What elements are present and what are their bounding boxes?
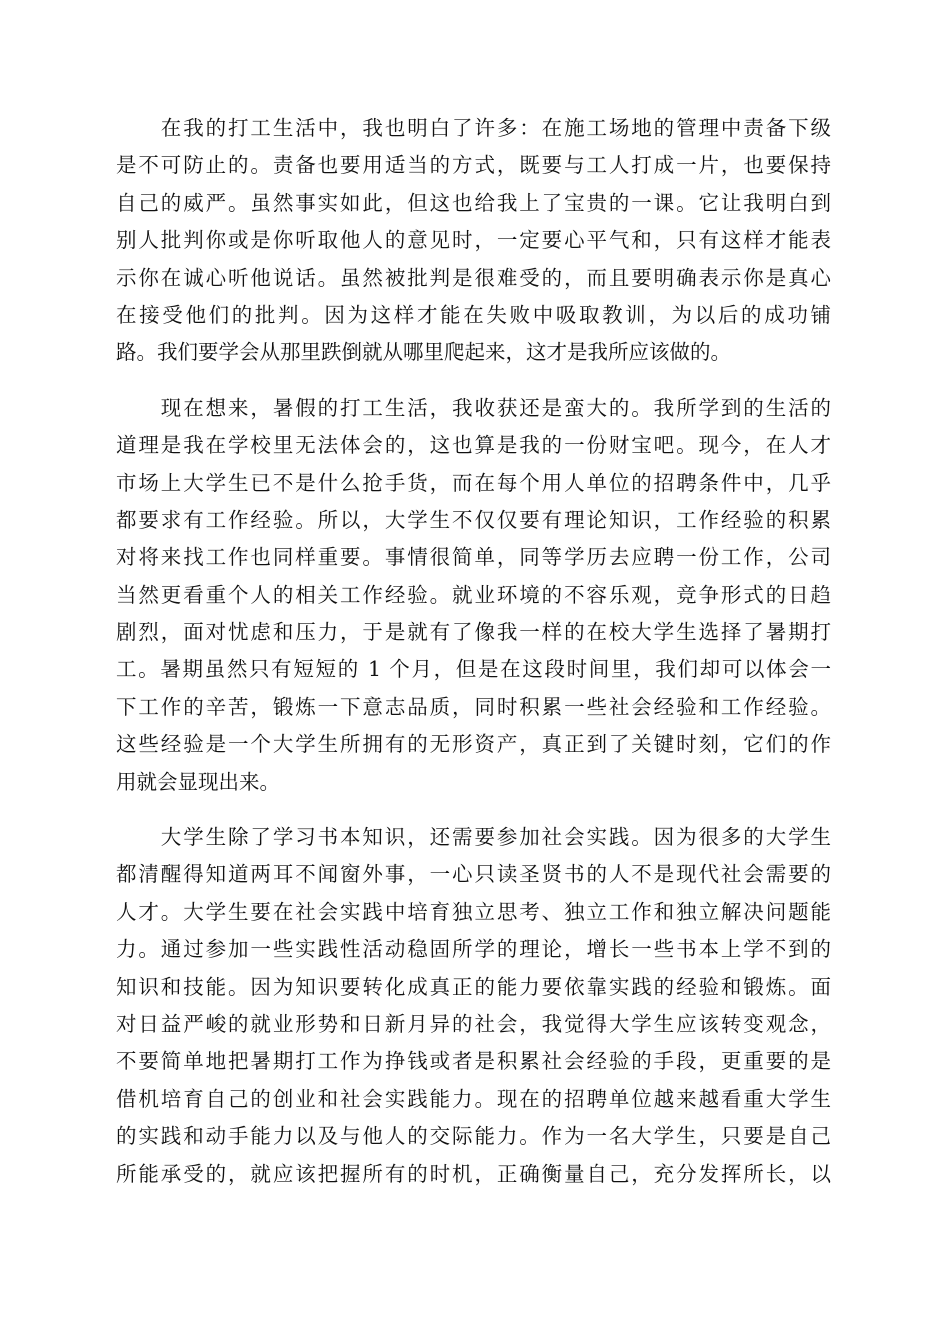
text-line: 大学生除了学习书本知识，还需要参加社会实践。因为很多的大学生 [116,825,831,850]
text-line: 不要简单地把暑期打工作为挣钱或者是积累社会经验的手段，更重要的是 [116,1049,831,1074]
text-line: 当然更看重个人的相关工作经验。就业环境的不容乐观，竞争形式的日趋 [116,582,831,607]
text-line: 的实践和动手能力以及与他人的交际能力。作为一名大学生，只要是自己 [116,1124,831,1149]
paragraph-2 [116,390,831,801]
text-line: 这些经验是一个大学生所拥有的无形资产，真正到了关键时刻，它们的作 [116,732,831,757]
paragraph-3 [116,819,831,1193]
text-line: 道理是我在学校里无法体会的，这也算是我的一份财宝吧。现今，在人才 [116,433,831,458]
document-body [116,110,831,1193]
text-line: 所能承受的，就应该把握所有的时机，正确衡量自己，充分发挥所长，以 [116,1161,831,1186]
text-line: 借机培育自己的创业和社会实践能力。现在的招聘单位越来越看重大学生 [116,1086,831,1111]
text-line: 别人批判你或是你听取他人的意见时，一定要心平气和，只有这样才能表 [116,228,831,253]
text-line: 在我的打工生活中，我也明白了许多：在施工场地的管理中责备下级 [116,116,831,140]
text-line: 路。我们要学会从那里跌倒就从哪里爬起来，这才是我所应该做的。 [116,340,731,365]
text-line: 人才。大学生要在社会实践中培育独立思考、独立工作和独立解决问题能 [116,899,831,924]
paragraph-1 [116,110,831,372]
text-line: 知识和技能。因为知识要转化成真正的能力要依靠实践的经验和锻炼。面 [116,974,831,999]
text-line: 对将来找工作也同样重要。事情很简单，同等学历去应聘一份工作，公司 [116,545,831,570]
text-line: 用就会显现出来。 [116,769,280,794]
text-line: 示你在诚心听他说话。虽然被批判是很难受的，而且要明确表示你是真心 [116,265,831,290]
text-line: 工。暑期虽然只有短短的 1 个月，但是在这段时间里，我们却可以体会一 [116,657,831,682]
text-line: 剧烈，面对忧虑和压力，于是就有了像我一样的在校大学生选择了暑期打 [116,620,831,645]
paragraph-gap [116,801,831,819]
text-line: 对日益严峻的就业形势和日新月异的社会，我觉得大学生应该转变观念， [116,1011,831,1036]
text-line: 自己的威严。虽然事实如此，但这也给我上了宝贵的一课。它让我明白到 [116,190,831,215]
text-line: 是不可防止的。责备也要用适当的方式，既要与工人打成一片，也要保持 [116,153,831,178]
text-line: 都要求有工作经验。所以，大学生不仅仅要有理论知识，工作经验的积累 [116,507,831,532]
text-line: 都清醒得知道两耳不闻窗外事，一心只读圣贤书的人不是现代社会需要的 [116,862,831,887]
text-line: 在接受他们的批判。因为这样才能在失败中吸取教训，为以后的成功铺 [116,302,831,327]
text-line: 现在想来，暑假的打工生活，我收获还是蛮大的。我所学到的生活的 [116,395,831,420]
text-line: 力。通过参加一些实践性活动稳固所学的理论，增长一些书本上学不到的 [116,937,831,962]
text-line: 市场上大学生已不是什么抢手货，而在每个用人单位的招聘条件中，几乎 [116,470,831,495]
paragraph-gap [116,372,831,390]
text-line: 下工作的辛苦，锻炼一下意志品质，同时积累一些社会经验和工作经验。 [116,694,831,719]
